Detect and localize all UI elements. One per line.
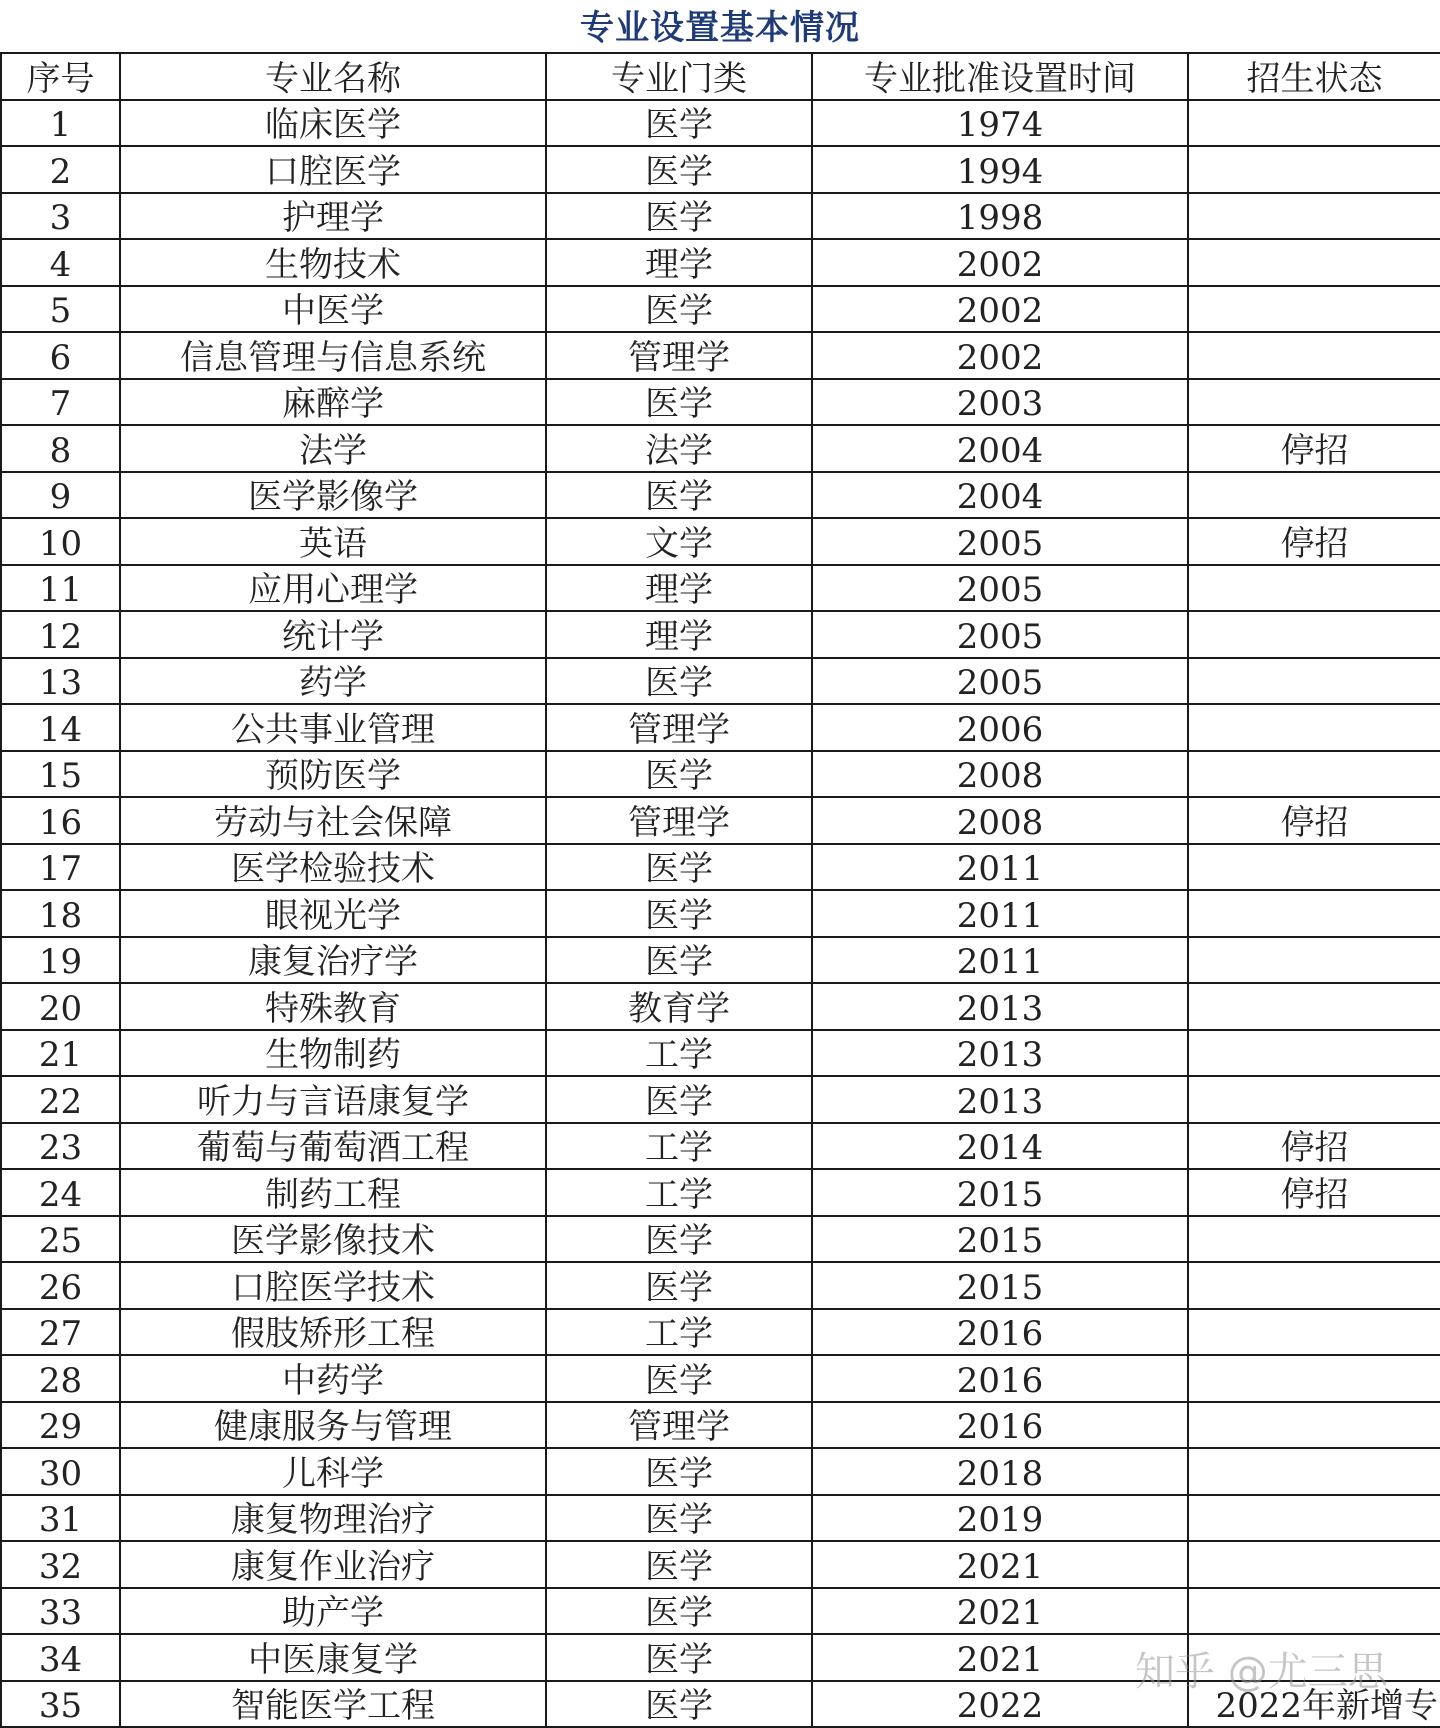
cell-approval-year: 2018 — [812, 1448, 1188, 1495]
cell-index: 24 — [1, 1169, 120, 1216]
table-row — [1, 472, 1440, 519]
cell-major-name: 中药学 — [120, 1355, 546, 1402]
cell-index: 14 — [1, 704, 120, 751]
table-row — [1, 146, 1440, 193]
table-row — [1, 1495, 1440, 1542]
cell-major-name: 康复物理治疗 — [120, 1495, 546, 1542]
cell-index: 21 — [1, 1030, 120, 1077]
cell-approval-year: 2015 — [812, 1169, 1188, 1216]
cell-index: 17 — [1, 844, 120, 891]
table-row — [1, 100, 1440, 147]
column-header-enrollment-status: 招生状态 — [1188, 53, 1440, 100]
table-row — [1, 890, 1440, 937]
cell-major-name: 英语 — [120, 518, 546, 565]
cell-category: 医学 — [546, 1588, 812, 1635]
cell-enrollment-status — [1188, 472, 1440, 519]
cell-index: 6 — [1, 332, 120, 379]
cell-category: 理学 — [546, 239, 812, 286]
table-row — [1, 518, 1440, 565]
cell-index: 29 — [1, 1402, 120, 1449]
cell-major-name: 临床医学 — [120, 100, 546, 147]
table-row — [1, 1634, 1440, 1681]
column-header-category: 专业门类 — [546, 53, 812, 100]
cell-approval-year: 2005 — [812, 565, 1188, 612]
cell-major-name: 特殊教育 — [120, 983, 546, 1030]
cell-index: 23 — [1, 1123, 120, 1170]
cell-major-name: 药学 — [120, 658, 546, 705]
table-row — [1, 983, 1440, 1030]
cell-approval-year: 1994 — [812, 146, 1188, 193]
table-row — [1, 286, 1440, 333]
cell-index: 26 — [1, 1262, 120, 1309]
cell-category: 医学 — [546, 1541, 812, 1588]
cell-index: 22 — [1, 1076, 120, 1123]
cell-index: 3 — [1, 193, 120, 240]
table-row — [1, 193, 1440, 240]
column-header-approval-year: 专业批准设置时间 — [812, 53, 1188, 100]
cell-enrollment-status — [1188, 1634, 1440, 1681]
cell-enrollment-status — [1188, 1495, 1440, 1542]
cell-major-name: 假肢矫形工程 — [120, 1309, 546, 1356]
cell-enrollment-status — [1188, 658, 1440, 705]
cell-category: 医学 — [546, 1681, 812, 1728]
cell-enrollment-status — [1188, 1355, 1440, 1402]
cell-index: 2 — [1, 146, 120, 193]
page-title: 专业设置基本情况 — [580, 8, 860, 48]
cell-approval-year: 2011 — [812, 890, 1188, 937]
cell-category: 管理学 — [546, 1402, 812, 1449]
cell-enrollment-status — [1188, 193, 1440, 240]
cell-category: 医学 — [546, 286, 812, 333]
cell-major-name: 眼视光学 — [120, 890, 546, 937]
cell-approval-year: 2011 — [812, 937, 1188, 984]
cell-approval-year: 2021 — [812, 1588, 1188, 1635]
cell-index: 32 — [1, 1541, 120, 1588]
cell-index: 7 — [1, 379, 120, 426]
cell-enrollment-status — [1188, 611, 1440, 658]
cell-category: 医学 — [546, 658, 812, 705]
cell-category: 医学 — [546, 472, 812, 519]
cell-major-name: 葡萄与葡萄酒工程 — [120, 1123, 546, 1170]
cell-index: 20 — [1, 983, 120, 1030]
cell-enrollment-status — [1188, 1541, 1440, 1588]
cell-enrollment-status — [1188, 704, 1440, 751]
cell-category: 工学 — [546, 1030, 812, 1077]
cell-major-name: 儿科学 — [120, 1448, 546, 1495]
table-row — [1, 1402, 1440, 1449]
cell-category: 医学 — [546, 1216, 812, 1263]
cell-index: 30 — [1, 1448, 120, 1495]
cell-enrollment-status — [1188, 100, 1440, 147]
cell-approval-year: 2006 — [812, 704, 1188, 751]
cell-category: 医学 — [546, 844, 812, 891]
cell-index: 28 — [1, 1355, 120, 1402]
cell-major-name: 医学影像学 — [120, 472, 546, 519]
cell-approval-year: 2004 — [812, 472, 1188, 519]
cell-index: 15 — [1, 751, 120, 798]
cell-approval-year: 1974 — [812, 100, 1188, 147]
cell-major-name: 公共事业管理 — [120, 704, 546, 751]
cell-approval-year: 2013 — [812, 983, 1188, 1030]
table-row — [1, 797, 1440, 844]
cell-enrollment-status: 停招 — [1188, 797, 1440, 844]
cell-index: 18 — [1, 890, 120, 937]
cell-major-name: 医学影像技术 — [120, 1216, 546, 1263]
cell-major-name: 健康服务与管理 — [120, 1402, 546, 1449]
cell-approval-year: 2015 — [812, 1262, 1188, 1309]
cell-index: 27 — [1, 1309, 120, 1356]
cell-category: 医学 — [546, 937, 812, 984]
cell-approval-year: 2016 — [812, 1309, 1188, 1356]
cell-index: 13 — [1, 658, 120, 705]
column-header-major-name: 专业名称 — [120, 53, 546, 100]
cell-enrollment-status — [1188, 1448, 1440, 1495]
cell-major-name: 应用心理学 — [120, 565, 546, 612]
cell-approval-year: 2022 — [812, 1681, 1188, 1728]
cell-category: 工学 — [546, 1169, 812, 1216]
table-row — [1, 704, 1440, 751]
table-row — [1, 1262, 1440, 1309]
cell-category: 医学 — [546, 100, 812, 147]
cell-approval-year: 2002 — [812, 332, 1188, 379]
cell-index: 9 — [1, 472, 120, 519]
cell-approval-year: 2008 — [812, 751, 1188, 798]
cell-index: 10 — [1, 518, 120, 565]
cell-major-name: 劳动与社会保障 — [120, 797, 546, 844]
cell-enrollment-status — [1188, 1030, 1440, 1077]
cell-enrollment-status — [1188, 332, 1440, 379]
cell-enrollment-status — [1188, 890, 1440, 937]
majors-table — [0, 52, 1440, 1728]
cell-enrollment-status: 停招 — [1188, 1169, 1440, 1216]
cell-approval-year: 2015 — [812, 1216, 1188, 1263]
cell-major-name: 中医康复学 — [120, 1634, 546, 1681]
column-header-index: 序号 — [1, 53, 120, 100]
cell-enrollment-status — [1188, 1076, 1440, 1123]
cell-major-name: 麻醉学 — [120, 379, 546, 426]
cell-approval-year: 2021 — [812, 1634, 1188, 1681]
cell-index: 11 — [1, 565, 120, 612]
cell-enrollment-status: 停招 — [1188, 425, 1440, 472]
cell-major-name: 助产学 — [120, 1588, 546, 1635]
table-row — [1, 1076, 1440, 1123]
cell-enrollment-status: 停招 — [1188, 1123, 1440, 1170]
cell-index: 34 — [1, 1634, 120, 1681]
cell-index: 12 — [1, 611, 120, 658]
cell-category: 医学 — [546, 379, 812, 426]
cell-enrollment-status — [1188, 1309, 1440, 1356]
cell-category: 医学 — [546, 1355, 812, 1402]
cell-index: 19 — [1, 937, 120, 984]
cell-category: 管理学 — [546, 797, 812, 844]
cell-approval-year: 2003 — [812, 379, 1188, 426]
table-row — [1, 1309, 1440, 1356]
cell-category: 理学 — [546, 565, 812, 612]
table-row — [1, 1030, 1440, 1077]
table-row — [1, 611, 1440, 658]
cell-approval-year: 2005 — [812, 658, 1188, 705]
cell-category: 医学 — [546, 1076, 812, 1123]
table-row — [1, 751, 1440, 798]
cell-enrollment-status — [1188, 239, 1440, 286]
cell-enrollment-status — [1188, 1216, 1440, 1263]
cell-major-name: 护理学 — [120, 193, 546, 240]
table-row — [1, 332, 1440, 379]
cell-category: 理学 — [546, 611, 812, 658]
cell-approval-year: 2011 — [812, 844, 1188, 891]
table-row — [1, 1169, 1440, 1216]
table-row — [1, 1588, 1440, 1635]
cell-approval-year: 2016 — [812, 1402, 1188, 1449]
cell-approval-year: 2013 — [812, 1076, 1188, 1123]
cell-major-name: 康复治疗学 — [120, 937, 546, 984]
cell-approval-year: 2002 — [812, 286, 1188, 333]
cell-index: 35 — [1, 1681, 120, 1728]
cell-approval-year: 2005 — [812, 611, 1188, 658]
cell-category: 医学 — [546, 1262, 812, 1309]
cell-major-name: 信息管理与信息系统 — [120, 332, 546, 379]
table-row — [1, 1355, 1440, 1402]
cell-category: 医学 — [546, 1634, 812, 1681]
table-row — [1, 658, 1440, 705]
cell-approval-year: 2005 — [812, 518, 1188, 565]
cell-approval-year: 2021 — [812, 1541, 1188, 1588]
cell-approval-year: 1998 — [812, 193, 1188, 240]
cell-enrollment-status — [1188, 844, 1440, 891]
cell-category: 工学 — [546, 1123, 812, 1170]
cell-category: 医学 — [546, 1448, 812, 1495]
cell-approval-year: 2013 — [812, 1030, 1188, 1077]
cell-major-name: 中医学 — [120, 286, 546, 333]
cell-major-name: 听力与言语康复学 — [120, 1076, 546, 1123]
cell-category: 文学 — [546, 518, 812, 565]
cell-category: 医学 — [546, 193, 812, 240]
cell-enrollment-status: 2022年新增专 — [1188, 1681, 1440, 1728]
cell-category: 管理学 — [546, 332, 812, 379]
cell-enrollment-status — [1188, 379, 1440, 426]
cell-approval-year: 2002 — [812, 239, 1188, 286]
cell-approval-year: 2014 — [812, 1123, 1188, 1170]
table-header-row — [1, 53, 1440, 100]
cell-category: 医学 — [546, 890, 812, 937]
cell-major-name: 智能医学工程 — [120, 1681, 546, 1728]
cell-index: 25 — [1, 1216, 120, 1263]
cell-approval-year: 2008 — [812, 797, 1188, 844]
cell-index: 16 — [1, 797, 120, 844]
cell-category: 医学 — [546, 146, 812, 193]
cell-major-name: 生物技术 — [120, 239, 546, 286]
watermark: 知乎 @尤三思 — [1135, 1649, 1388, 1695]
cell-enrollment-status — [1188, 1402, 1440, 1449]
cell-enrollment-status — [1188, 1262, 1440, 1309]
cell-major-name: 法学 — [120, 425, 546, 472]
cell-index: 31 — [1, 1495, 120, 1542]
table-row — [1, 565, 1440, 612]
table-row — [1, 844, 1440, 891]
cell-major-name: 口腔医学技术 — [120, 1262, 546, 1309]
cell-index: 4 — [1, 239, 120, 286]
cell-enrollment-status: 停招 — [1188, 518, 1440, 565]
table-row — [1, 1681, 1440, 1728]
cell-major-name: 口腔医学 — [120, 146, 546, 193]
cell-enrollment-status — [1188, 565, 1440, 612]
cell-index: 1 — [1, 100, 120, 147]
cell-category: 工学 — [546, 1309, 812, 1356]
cell-index: 8 — [1, 425, 120, 472]
cell-approval-year: 2004 — [812, 425, 1188, 472]
cell-enrollment-status — [1188, 1588, 1440, 1635]
cell-category: 医学 — [546, 1495, 812, 1542]
table-row — [1, 239, 1440, 286]
table-row — [1, 937, 1440, 984]
cell-enrollment-status — [1188, 983, 1440, 1030]
cell-major-name: 统计学 — [120, 611, 546, 658]
cell-category: 管理学 — [546, 704, 812, 751]
cell-enrollment-status — [1188, 286, 1440, 333]
cell-category: 教育学 — [546, 983, 812, 1030]
cell-major-name: 制药工程 — [120, 1169, 546, 1216]
table-row — [1, 379, 1440, 426]
cell-enrollment-status — [1188, 937, 1440, 984]
cell-major-name: 预防医学 — [120, 751, 546, 798]
table-row — [1, 1216, 1440, 1263]
table-row — [1, 1448, 1440, 1495]
cell-major-name: 康复作业治疗 — [120, 1541, 546, 1588]
cell-enrollment-status — [1188, 146, 1440, 193]
cell-category: 医学 — [546, 751, 812, 798]
cell-major-name: 生物制药 — [120, 1030, 546, 1077]
cell-approval-year: 2019 — [812, 1495, 1188, 1542]
cell-approval-year: 2016 — [812, 1355, 1188, 1402]
table-row — [1, 1123, 1440, 1170]
table-body — [1, 100, 1440, 1728]
cell-category: 法学 — [546, 425, 812, 472]
table-row — [1, 1541, 1440, 1588]
cell-index: 5 — [1, 286, 120, 333]
cell-enrollment-status — [1188, 751, 1440, 798]
cell-major-name: 医学检验技术 — [120, 844, 546, 891]
table-row — [1, 425, 1440, 472]
cell-index: 33 — [1, 1588, 120, 1635]
